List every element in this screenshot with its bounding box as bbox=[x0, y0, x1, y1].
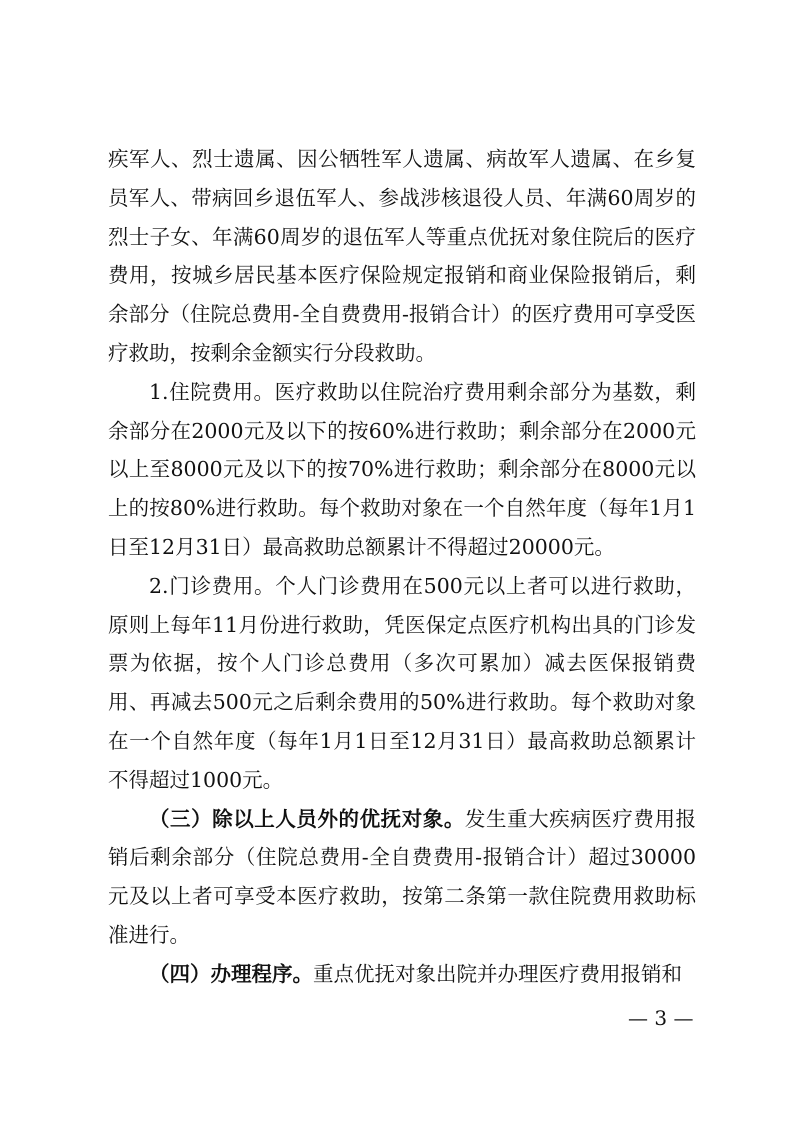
paragraph-continuation: 疾军人、烈士遗属、因公牺牲军人遗属、病故军人遗属、在乡复员军人、带病回乡退伍军人、参战涉核退役人员、年满60周岁的烈士子女、年满60周岁的退伍军人等重点优抚对象住院后的医疗费用，按城乡居民基本医疗保险规定报销和商业保险报销后，剩余部分（住院总费用-全自费费用-报销合计）的医疗费用可享受医疗救助，按剩余金额实行分段救助。 bbox=[108, 147, 696, 365]
section-heading-four: （四）办理程序。 bbox=[149, 961, 313, 986]
paragraph-procedure bbox=[108, 955, 696, 994]
document-body bbox=[108, 140, 696, 994]
page-number: — 3 — bbox=[628, 1006, 694, 1030]
paragraph-other-beneficiaries bbox=[108, 800, 696, 955]
section-body-four: 重点优抚对象出院并办理医疗费用报销和 bbox=[313, 961, 682, 986]
section-heading-three: （三）除以上人员外的优抚对象。 bbox=[149, 806, 465, 831]
paragraph-outpatient-costs: 2.门诊费用。个人门诊费用在500元以上者可以进行救助，原则上每年11月份进行救助，凭医保定点医疗机构出具的门诊发票为依据，按个人门诊总费用（多次可累加）减去医保报销费用、再减去500元之后剩余费用的50%进行救助。每个救助对象在一个自然年度（每年1月1日至12月31日）最高救助总额累计不得超过1000元。 bbox=[108, 573, 696, 792]
section-body-three: 发生重大疾病医疗费用报销后剩余部分（住院总费用-全自费费用-报销合计）超过30000元及以上者可享受本医疗救助，按第二条第一款住院费用救助标准进行。 bbox=[108, 806, 697, 947]
paragraph-hospital-costs: 1.住院费用。医疗救助以住院治疗费用剩余部分为基数，剩余部分在2000元及以下的按60%进行救助；剩余部分在2000元以上至8000元及以下的按70%进行救助；剩余部分在8000元以上的按80%进行救助。每个救助对象在一个自然年度（每年1月1日至12月31日）最高救助总额累计不得超过20000元。 bbox=[108, 379, 696, 559]
